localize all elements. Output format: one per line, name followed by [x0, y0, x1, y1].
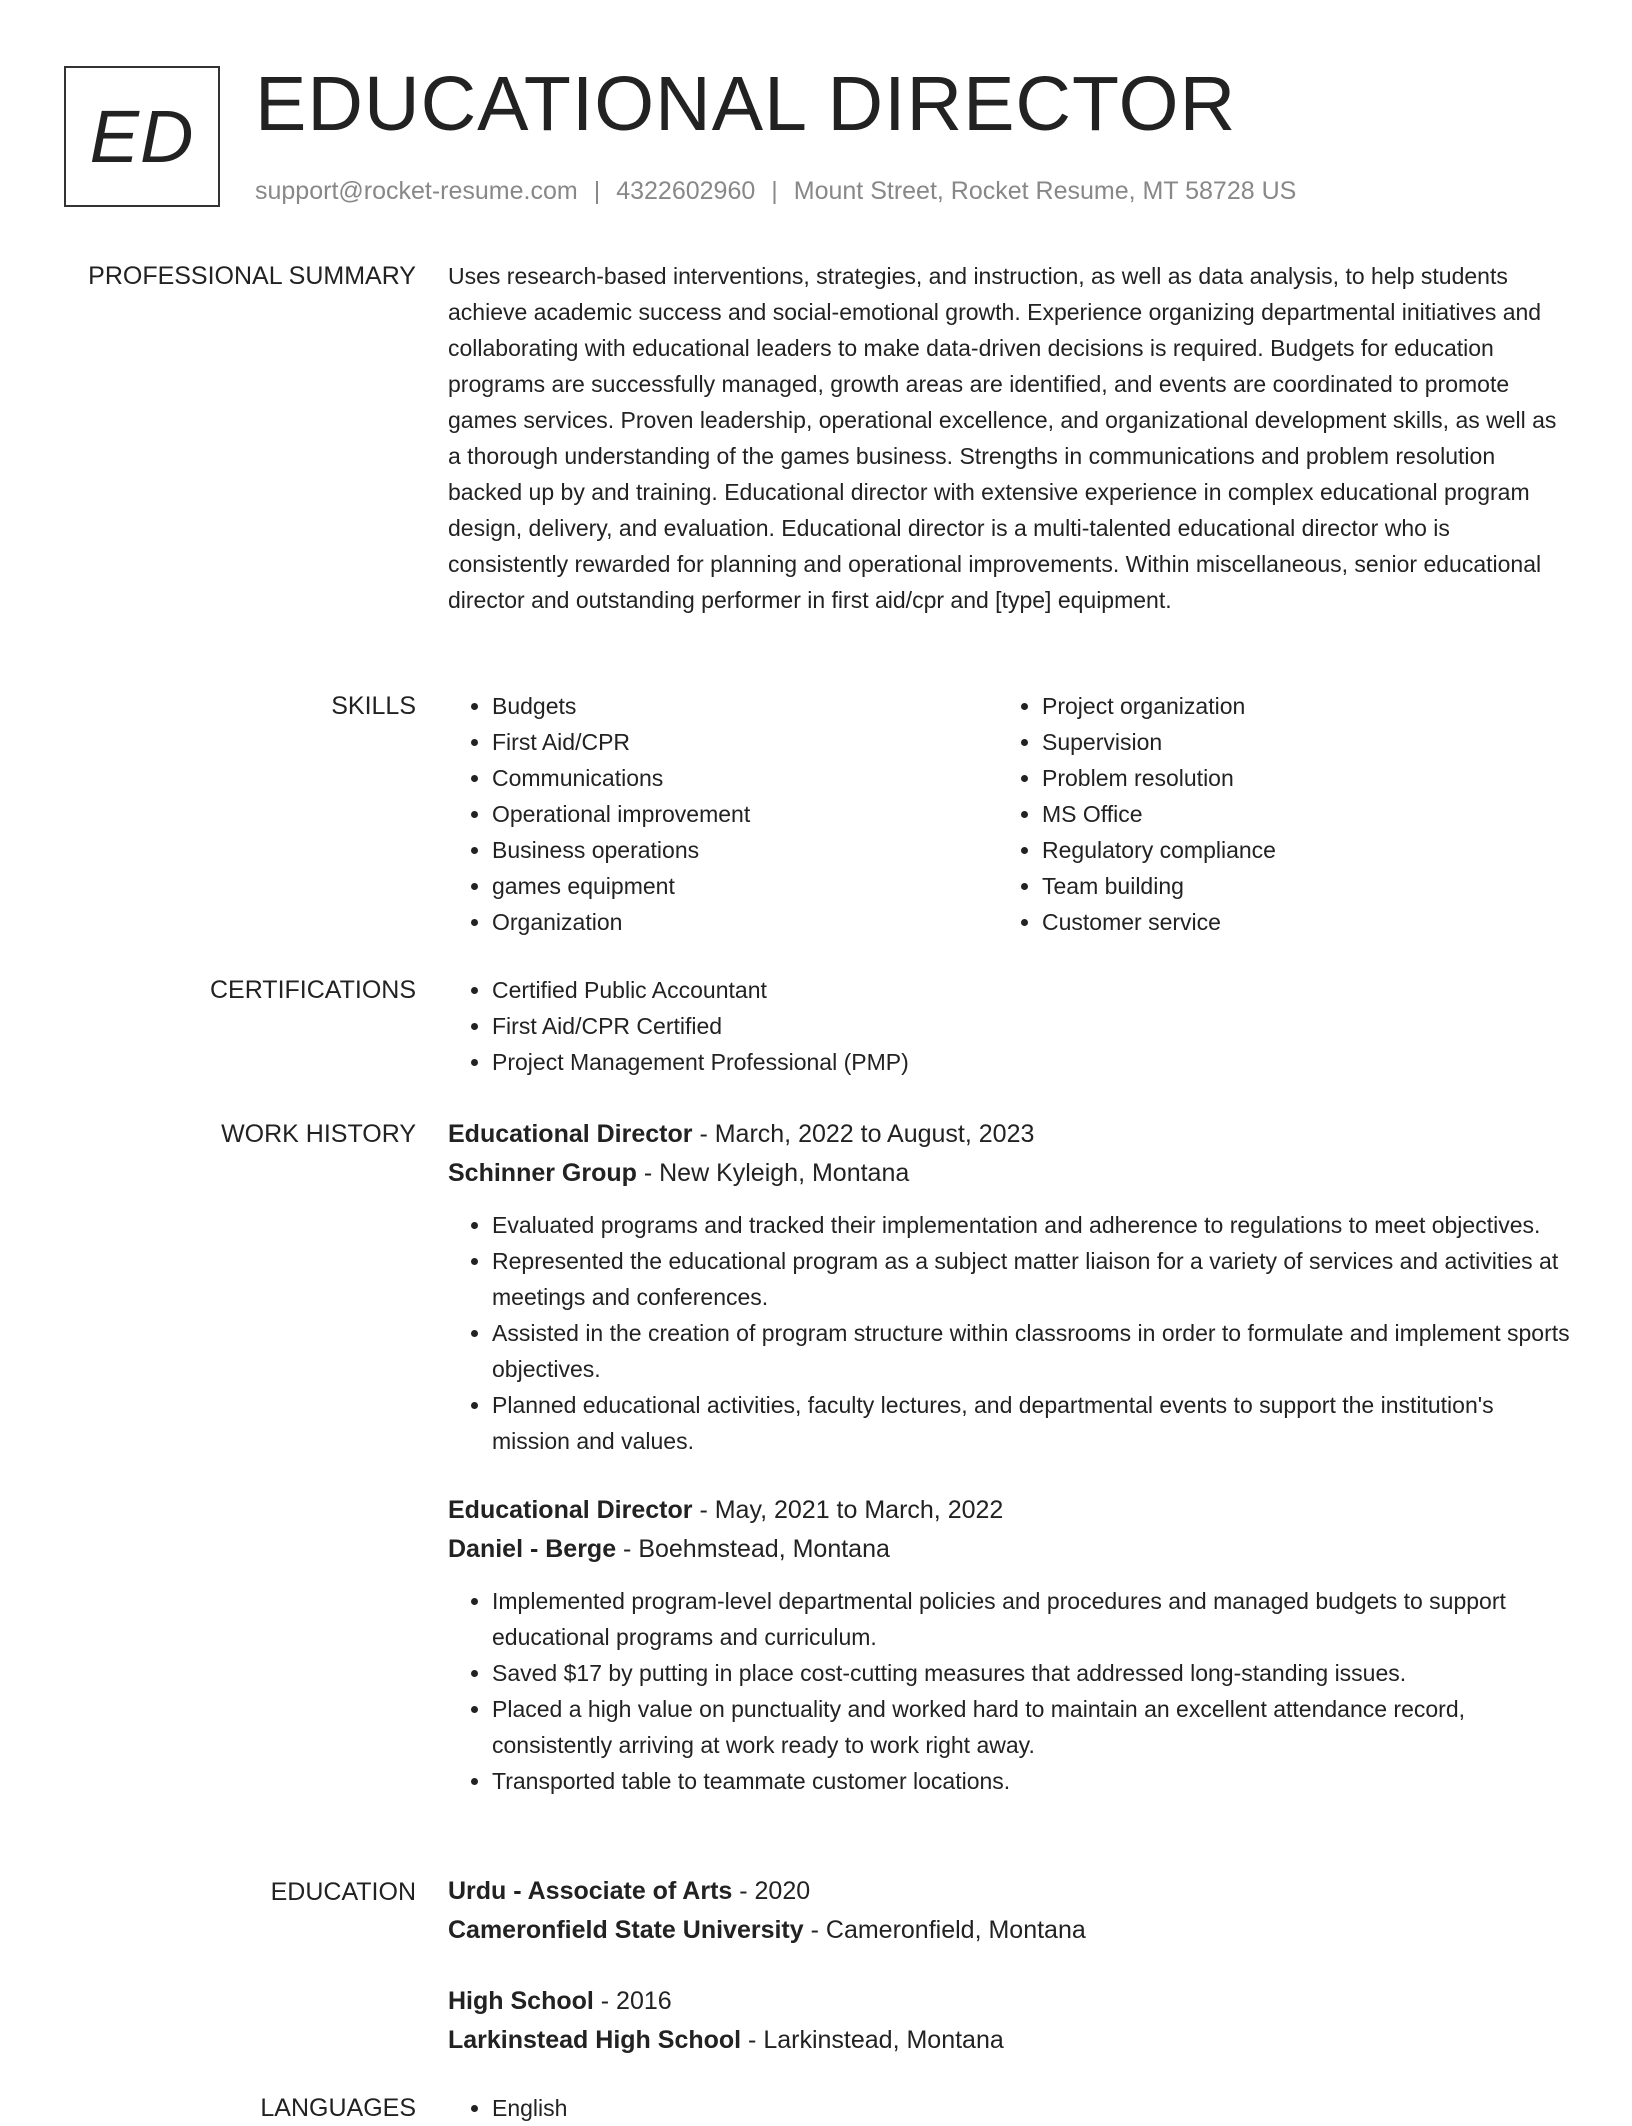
job-bullet: • Transported table to teammate customer locations. [492, 1763, 1570, 1799]
job-bullet: • Evaluated programs and tracked their implementation and adherence to regulations to meet objectives. [492, 1207, 1570, 1243]
job-company-line [448, 1154, 1570, 1193]
certification-item: • First Aid/CPR Certified [492, 1008, 1570, 1044]
skill-item: • MS Office [1042, 796, 1538, 832]
certifications-section [448, 972, 1570, 1080]
education-school-line [448, 1911, 1570, 1950]
education-school: Cameronfield State University [448, 1916, 804, 1944]
skill-item: • First Aid/CPR [492, 724, 988, 760]
job-title-line [448, 1115, 1570, 1154]
work-history-section [448, 1115, 1570, 1799]
contact-line [255, 174, 1296, 208]
contact-separator: | [771, 177, 778, 205]
job-location: - Boehmstead, Montana [616, 1535, 890, 1563]
education-school: Larkinstead High School [448, 2026, 742, 2054]
job-location: - New Kyleigh, Montana [636, 1159, 910, 1187]
skill-item: • Problem resolution [1042, 760, 1538, 796]
job-bullet: • Represented the educational program as a subject matter liaison for a variety of services and activities at meetings and conferences. [492, 1243, 1570, 1315]
education-degree: High School [448, 1987, 594, 2015]
job-company-line [448, 1530, 1570, 1569]
education-degree-line [448, 1872, 1570, 1911]
education-degree: Urdu - Associate of Arts [448, 1877, 733, 1905]
section-label-education: EDUCATION [270, 1878, 416, 1906]
skills-section [448, 688, 1570, 940]
summary-section [448, 258, 1570, 618]
job-title: Educational Director [448, 1120, 693, 1148]
job-company: Schinner Group [448, 1159, 637, 1187]
job-company: Daniel - Berge [448, 1535, 617, 1563]
contact-separator: | [593, 177, 601, 205]
job-entry [448, 1491, 1570, 1799]
section-label-languages: LANGUAGES [260, 2094, 416, 2122]
job-title-line [448, 1491, 1570, 1530]
contact-phone[interactable]: 4322602960 [616, 177, 756, 205]
education-entry [448, 1872, 1570, 1950]
section-label-skills: SKILLS [331, 692, 416, 720]
job-bullet: • Planned educational activities, faculty lectures, and departmental events to support the institution's mission and values. [492, 1387, 1570, 1459]
education-entry [448, 1982, 1570, 2060]
certification-item: • Certified Public Accountant [492, 972, 1570, 1008]
education-section [448, 1872, 1570, 2060]
job-bullet: • Placed a high value on punctuality and worked hard to maintain an excellent attendance record, consistently arriving at work ready to work right away. [492, 1691, 1570, 1763]
education-location: - Cameronfield, Montana [803, 1916, 1086, 1944]
skill-item: • Supervision [1042, 724, 1538, 760]
languages-section [448, 2090, 1570, 2126]
skill-item: • Team building [1042, 868, 1538, 904]
page-title: EDUCATIONAL DIRECTOR [255, 61, 1237, 147]
certifications-list [448, 972, 1570, 1080]
skill-item: • Regulatory compliance [1042, 832, 1538, 868]
job-bullets [448, 1583, 1570, 1799]
education-degree-line [448, 1982, 1570, 2021]
skill-item: • games equipment [492, 868, 988, 904]
section-label-certifications: CERTIFICATIONS [209, 976, 416, 1004]
skill-item: • Customer service [1042, 904, 1538, 940]
skill-item: • Business operations [492, 832, 988, 868]
job-dates: - March, 2022 to August, 2023 [692, 1120, 1035, 1148]
contact-email[interactable]: support@rocket-resume.com [255, 177, 578, 205]
contact-address: Mount Street, Rocket Resume, MT 58728 US [793, 177, 1297, 205]
skills-column-left [448, 688, 988, 940]
education-year: - 2016 [593, 1987, 672, 2015]
skill-item: • Budgets [492, 688, 988, 724]
section-label-summary: PROFESSIONAL SUMMARY [88, 262, 416, 290]
skill-item: • Communications [492, 760, 988, 796]
skills-list-left [448, 688, 988, 940]
job-bullet: • Implemented program-level departmental policies and procedures and managed budgets to support educational programs and curriculum. [492, 1583, 1570, 1655]
education-year: - 2020 [732, 1877, 811, 1905]
language-item: • English [492, 2090, 1570, 2126]
education-location: - Larkinstead, Montana [741, 2026, 1004, 2054]
skills-column-right [998, 688, 1538, 940]
certification-item: • Project Management Professional (PMP) [492, 1044, 1570, 1080]
monogram-logo: ED [64, 66, 220, 207]
job-dates: - May, 2021 to March, 2022 [692, 1496, 1004, 1524]
job-entry [448, 1115, 1570, 1459]
languages-list [448, 2090, 1570, 2126]
job-bullet: • Assisted in the creation of program structure within classrooms in order to formulate and implement sports objectives. [492, 1315, 1570, 1387]
section-label-work-history: WORK HISTORY [221, 1120, 416, 1148]
job-bullet: • Saved $17 by putting in place cost-cutting measures that addressed long-standing issues. [492, 1655, 1570, 1691]
summary-text: Uses research-based interventions, strategies, and instruction, as well as data analysis, to help students achieve academic success and social-emotional growth. Experience organizing departmental initiatives and collaborating with educational leaders to make data-driven decisions is required. Budgets for education programs are successfully managed, growth areas are identified, and events are coordinated to promote games services. Proven leadership, operational excellence, and organizational development skills, as well as a thorough understanding of the games business. Strengths in communications and problem resolution backed up by and training. Educational director with extensive experience in complex educational program design, delivery, and evaluation. Educational director is a multi-talented educational director who is consistently rewarded for planning and operational improvements. Within miscellaneous, senior educational director and outstanding performer in first aid/cpr and [type] equipment. [448, 263, 1557, 613]
job-title: Educational Director [448, 1496, 693, 1524]
job-bullets [448, 1207, 1570, 1459]
skill-item: • Organization [492, 904, 988, 940]
skill-item: • Operational improvement [492, 796, 988, 832]
skills-list-right [998, 688, 1538, 940]
education-school-line [448, 2021, 1570, 2060]
skill-item: • Project organization [1042, 688, 1538, 724]
